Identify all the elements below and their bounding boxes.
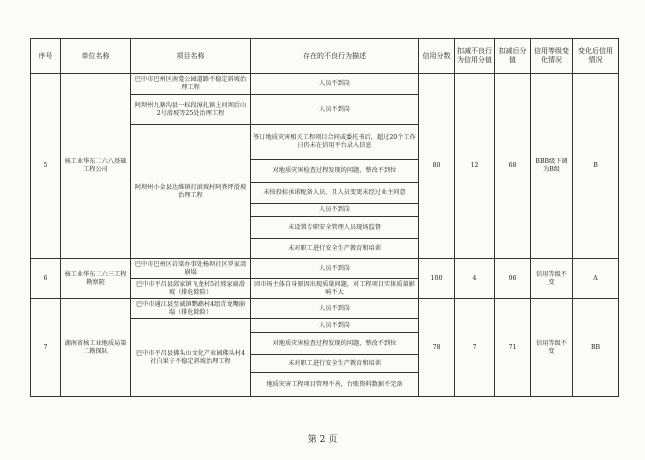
table-row bbox=[31, 74, 619, 95]
cell-after: 68 bbox=[495, 74, 531, 259]
page-number: 第 2 页 bbox=[307, 435, 338, 445]
cell-unit: 核工业华东二六八基础工程公司 bbox=[61, 74, 131, 259]
header-score: 信用分数 bbox=[419, 39, 455, 74]
header-issue: 存在的不良行为描述 bbox=[251, 39, 419, 74]
cell-deduct: 7 bbox=[455, 299, 495, 397]
cell-deduct: 4 bbox=[455, 259, 495, 299]
cell-after: 96 bbox=[495, 259, 531, 299]
cell-result: A bbox=[573, 259, 619, 299]
cell-deduct: 12 bbox=[455, 74, 495, 259]
cell-score: 78 bbox=[419, 299, 455, 397]
header-change: 信用等级变化情况 bbox=[531, 39, 573, 74]
cell-unit: 湖南省核工业地质局第二勘探队 bbox=[61, 299, 131, 397]
cell-result: B bbox=[573, 74, 619, 259]
cell-project: 阿坝州小金县达维镇打滚坡村阿粪坪滑坡治理工程 bbox=[131, 125, 251, 259]
cell-result: BB bbox=[573, 299, 619, 397]
cell-issue: 人员不到岗 bbox=[251, 74, 419, 95]
cell-issue: 未对职工进行安全生产教育和培训 bbox=[251, 239, 419, 259]
cell-no: 6 bbox=[31, 259, 61, 299]
cell-project: 巴中市平昌县佛头山文化产业园佛头村4社白果子不稳定斜坡治理工程 bbox=[131, 319, 251, 397]
header-unit: 单位名称 bbox=[61, 39, 131, 74]
cell-project: 巴中市通江县至诚镇鹦鹉村4组青龙嘴崩塌（排危除险） bbox=[131, 299, 251, 319]
table-row bbox=[31, 299, 619, 319]
cell-issue: 人员不到岗 bbox=[251, 299, 419, 319]
header-no: 序号 bbox=[31, 39, 61, 74]
header-result: 变化后信用情况 bbox=[573, 39, 619, 74]
cell-issue: 签订地质灾害相关工程项目合同或委托书后，超过20个工作日仍未在信用平台录入信息 bbox=[251, 125, 419, 160]
cell-change: 信用等级不变 bbox=[531, 259, 573, 299]
cell-issue: 未设置专职安全管理人员现场监督 bbox=[251, 217, 419, 239]
cell-issue: 对地质灾害检查过程发现的问题，整改不到位 bbox=[251, 333, 419, 355]
cell-score: 100 bbox=[419, 259, 455, 299]
cell-no: 5 bbox=[31, 74, 61, 259]
credit-table bbox=[30, 38, 619, 397]
header-row bbox=[31, 39, 619, 74]
header-after: 扣减后分值 bbox=[495, 39, 531, 74]
cell-change: 信用等级不变 bbox=[531, 299, 573, 397]
cell-change: BBB级下调为B级 bbox=[531, 74, 573, 259]
cell-project: 巴中市平昌县邱家镇飞龙村5社邢家扁滑坡（排危除险） bbox=[131, 279, 251, 299]
cell-issue: 人员不到岗 bbox=[251, 95, 419, 125]
cell-issue: 对地质灾害检查过程发现的问题，整改不到位 bbox=[251, 160, 419, 183]
cell-project: 巴中市巴州区岩梁办事处杨坝社区罗家湾崩塌 bbox=[131, 259, 251, 279]
cell-project: 阿坝州九寨沟县一标段漳扎镇上河坝后山2号滑坡等25处治理工程 bbox=[131, 95, 251, 125]
cell-after: 71 bbox=[495, 299, 531, 397]
cell-project: 巴中市巴州区南龛公园道路不稳定斜坡治理工程 bbox=[131, 74, 251, 95]
cell-issue: 因市场主体自身原因出现质量问题，对工程项目实体质量影响不大 bbox=[251, 279, 419, 299]
header-deduct: 扣减不良行为信用分值 bbox=[455, 39, 495, 74]
cell-issue: 人员不到岗 bbox=[251, 319, 419, 333]
cell-unit: 核工业华东二六三工程勘察院 bbox=[61, 259, 131, 299]
cell-issue: 未按投标承诺配备人员、且人员变更未经过业主同意 bbox=[251, 183, 419, 204]
cell-issue: 地质灾害工程项目管理不善，台账资料数据不完备 bbox=[251, 373, 419, 397]
cell-issue: 人员不到岗 bbox=[251, 204, 419, 217]
header-project: 项目名称 bbox=[131, 39, 251, 74]
table-row bbox=[31, 259, 619, 279]
cell-issue: 人员不到岗 bbox=[251, 259, 419, 279]
cell-score: 80 bbox=[419, 74, 455, 259]
cell-no: 7 bbox=[31, 299, 61, 397]
cell-issue: 未对职工进行安全生产教育和培训 bbox=[251, 355, 419, 373]
